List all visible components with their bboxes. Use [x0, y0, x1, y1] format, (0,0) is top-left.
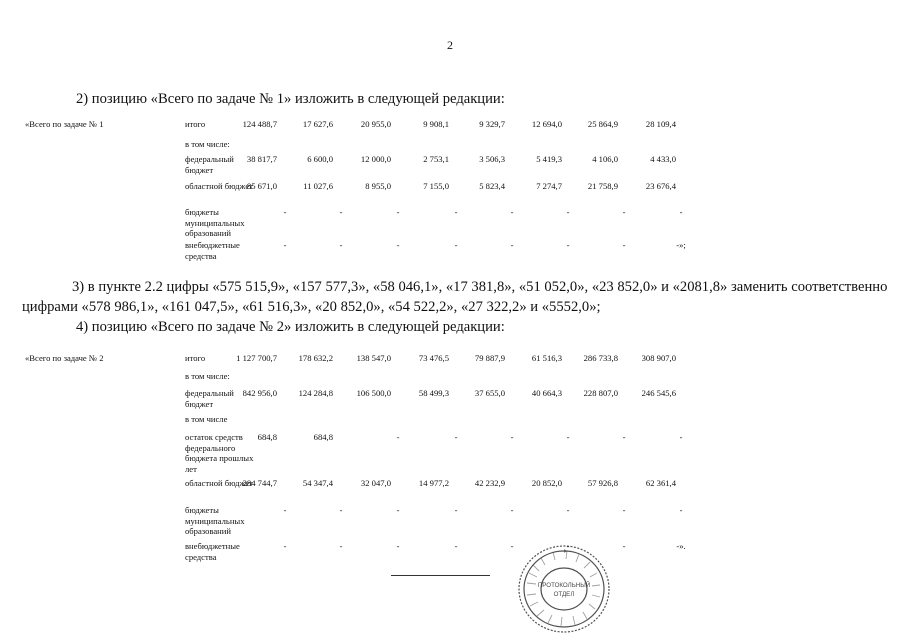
row-label: остаток средств федерального бюджета прошлых лет	[185, 432, 254, 474]
paragraph-item-3-line-1: 3) в пункте 2.2 цифры «575 515,9», «157 577,3», «58 046,1», «17 381,8», «51 052,0», «23 852,0» и «2081,8» заменить соответственно	[72, 279, 888, 295]
table-cell: -»;	[676, 240, 686, 250]
table-cell: 57 926,8	[587, 478, 618, 488]
table-cell: 4 106,0	[592, 154, 618, 164]
row-label: федеральный бюджет	[185, 388, 234, 409]
table-cell: 4 433,0	[650, 154, 676, 164]
table-cell: 85 671,0	[246, 181, 277, 191]
table-cell: 79 887,9	[474, 353, 505, 363]
table-cell: -	[396, 541, 400, 551]
table-cell: -	[510, 240, 514, 250]
table-cell: 9 908,1	[423, 119, 449, 129]
table-lead-label: «Всего по задаче № 1	[25, 119, 104, 129]
table-cell: 106 500,0	[356, 388, 391, 398]
table-cell: -	[339, 505, 343, 515]
table-cell: 17 627,6	[302, 119, 333, 129]
table-cell: -	[339, 541, 343, 551]
signature-line	[391, 575, 490, 576]
table-cell: -	[510, 207, 514, 217]
row-label: в том числе:	[185, 139, 230, 149]
row-label: итого	[185, 353, 206, 363]
table-cell: 308 907,0	[641, 353, 676, 363]
table-cell: -	[454, 541, 458, 551]
row-label: федеральный бюджет	[185, 154, 234, 175]
svg-text:ПРОТОКОЛЬНЫЙ: ПРОТОКОЛЬНЫЙ	[537, 582, 591, 589]
table-cell: 12 694,0	[531, 119, 562, 129]
table-cell: -	[454, 207, 458, 217]
table-cell: -	[622, 240, 626, 250]
table-cell: 2 753,1	[423, 154, 449, 164]
table-cell: 684,8	[313, 432, 333, 442]
table-cell: 21 758,9	[587, 181, 618, 191]
table-cell: -	[679, 432, 683, 442]
table-cell: 228 807,0	[583, 388, 618, 398]
table-cell: -	[622, 432, 626, 442]
table-cell: 58 499,3	[418, 388, 449, 398]
table-cell: 6 600,0	[307, 154, 333, 164]
row-label: областной бюджет	[185, 181, 253, 191]
row-label: бюджеты муниципальных образований	[185, 505, 245, 536]
table-cell: 178 632,2	[298, 353, 333, 363]
table-cell: -	[454, 240, 458, 250]
row-label: бюджеты муниципальных образований	[185, 207, 245, 238]
table-cell: 246 545,6	[641, 388, 676, 398]
table-cell: 7 155,0	[423, 181, 449, 191]
paragraph-item-2: 2) позицию «Всего по задаче № 1» изложить в следующей редакции:	[76, 91, 505, 107]
table-cell: -	[679, 505, 683, 515]
table-cell: -	[510, 541, 514, 551]
table-cell: 138 547,0	[356, 353, 391, 363]
table-cell: 286 733,8	[583, 353, 618, 363]
page-number: 2	[447, 38, 453, 52]
table-cell: 32 047,0	[360, 478, 391, 488]
table-lead-label: «Всего по задаче № 2	[25, 353, 104, 363]
table-cell: 842 956,0	[242, 388, 277, 398]
table-cell: -	[396, 240, 400, 250]
table-cell: 7 274,7	[536, 181, 562, 191]
table-cell: 38 817,7	[246, 154, 277, 164]
table-cell: -	[566, 207, 570, 217]
table-cell: 5 823,4	[479, 181, 505, 191]
table-cell: -	[566, 505, 570, 515]
table-cell: 8 955,0	[365, 181, 391, 191]
paragraph-item-3-line-2: цифрами «578 986,1», «161 047,5», «61 516,3», «20 852,0», «54 522,2», «27 322,2» и «5552,0»;	[22, 299, 601, 315]
svg-text:ОТДЕЛ: ОТДЕЛ	[553, 591, 575, 598]
table-cell: 3 506,3	[479, 154, 505, 164]
table-cell: 684,8	[257, 432, 277, 442]
table-cell: -	[510, 505, 514, 515]
table-cell: 20 852,0	[531, 478, 562, 488]
table-cell: 20 955,0	[360, 119, 391, 129]
table-cell: 42 232,9	[474, 478, 505, 488]
table-cell: 62 361,4	[645, 478, 676, 488]
table-cell: -	[510, 432, 514, 442]
table-cell: 54 347,4	[302, 478, 333, 488]
table-cell: -	[566, 541, 570, 551]
table-cell: -».	[676, 541, 686, 551]
table-cell: -	[454, 505, 458, 515]
table-cell: 73 476,5	[418, 353, 449, 363]
table-cell: 284 744,7	[242, 478, 277, 488]
table-cell: -	[679, 207, 683, 217]
row-label: в том числе	[185, 414, 228, 424]
table-cell: 1 127 700,7	[236, 353, 277, 363]
table-cell: 37 655,0	[474, 388, 505, 398]
table-cell: 14 977,2	[418, 478, 449, 488]
row-label: итого	[185, 119, 206, 129]
table-cell: -	[566, 240, 570, 250]
row-label: областной бюджет	[185, 478, 253, 488]
table-cell: 25 864,9	[587, 119, 618, 129]
table-cell: -	[454, 432, 458, 442]
table-cell: -	[622, 541, 626, 551]
table-cell: -	[622, 505, 626, 515]
table-cell: -	[283, 541, 287, 551]
row-label: внебюджетные средства	[185, 240, 240, 261]
table-cell: -	[396, 432, 400, 442]
table-cell: 5 419,3	[536, 154, 562, 164]
table-cell: -	[339, 240, 343, 250]
table-cell: 28 109,4	[645, 119, 676, 129]
table-cell: 124 284,8	[298, 388, 333, 398]
table-cell: -	[396, 207, 400, 217]
official-stamp-seal	[515, 543, 613, 635]
row-label: внебюджетные средства	[185, 541, 240, 562]
table-cell: -	[622, 207, 626, 217]
table-cell: -	[396, 505, 400, 515]
table-cell: 61 516,3	[531, 353, 562, 363]
table-cell: 12 000,0	[360, 154, 391, 164]
table-cell: 11 027,6	[303, 181, 333, 191]
table-cell: 124 488,7	[242, 119, 277, 129]
table-cell: 40 664,3	[531, 388, 562, 398]
table-cell: -	[339, 207, 343, 217]
table-cell: 9 329,7	[479, 119, 505, 129]
table-cell: -	[283, 240, 287, 250]
table-cell: -	[283, 207, 287, 217]
table-cell: 23 676,4	[645, 181, 676, 191]
table-cell: -	[283, 505, 287, 515]
paragraph-item-4: 4) позицию «Всего по задаче № 2» изложить в следующей редакции:	[76, 319, 505, 335]
table-cell: -	[566, 432, 570, 442]
row-label: в том числе:	[185, 371, 230, 381]
